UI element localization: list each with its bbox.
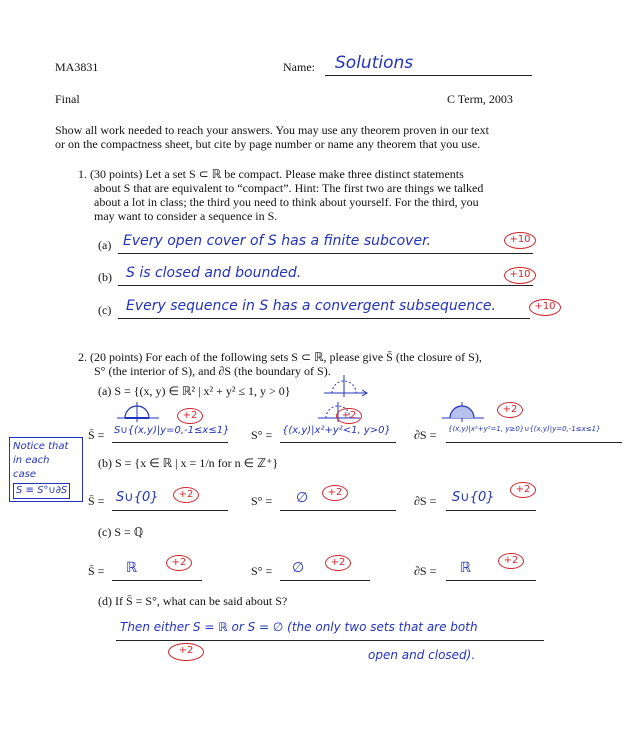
q2b-boundary-label: ∂S =	[414, 494, 437, 508]
q2a-interior-underline	[280, 442, 396, 443]
name-underline	[325, 75, 532, 76]
half-disk-sketch-prompt	[322, 373, 372, 399]
q2b-closure-answer: S∪{0}	[116, 490, 159, 505]
q1-line-2: about S that are equivalent to “compact”. Hint: The first two are things we talked	[94, 181, 484, 195]
name-value: Solutions	[335, 53, 414, 73]
q2d-prompt: (d) If S̄ = S°, what can be said about S?	[98, 594, 288, 608]
q2c-boundary-label: ∂S =	[414, 564, 437, 578]
q2a-closure-underline	[112, 442, 228, 443]
instructions-line-1: Show all work needed to reach your answers. You may use any theorem proven in our text	[55, 123, 489, 137]
q1-line-4: may want to consider a sequence in S.	[94, 209, 278, 223]
q1-line-3: about a lot in class; the third you need to think about yourself. For the third, you	[94, 195, 479, 209]
q2c-interior-score: +2	[325, 555, 351, 571]
side-note-line-2: in each	[13, 455, 50, 466]
q2b-prompt: (b) S = {x ∈ ℝ | x = 1/n for n ∈ ℤ⁺}	[98, 456, 279, 470]
q2a-closure-label: S̄ =	[88, 428, 105, 442]
q2c-closure-score: +2	[166, 555, 192, 571]
q2b-boundary-underline	[446, 510, 536, 511]
q2a-closure-answer: S∪{(x,y)|y=0,-1≤x≤1}	[114, 425, 230, 436]
q2c-boundary-answer: ℝ	[460, 560, 472, 576]
q1a-score: +10	[504, 232, 536, 249]
q2b-boundary-score: +2	[510, 482, 536, 498]
q1c-score: +10	[529, 299, 561, 316]
q2a-boundary-label: ∂S =	[414, 428, 437, 442]
name-label: Name:	[283, 60, 315, 74]
q2-line-2: S° (the interior of S), and ∂S (the boundary of S).	[94, 364, 331, 378]
q2a-boundary-score: +2	[497, 402, 523, 418]
course-code: MA3831	[55, 60, 99, 74]
q2a-boundary-underline	[446, 442, 622, 443]
q1c-label: (c)	[98, 303, 112, 317]
q2b-interior-label: S° =	[251, 494, 273, 508]
q2b-interior-answer: ∅	[296, 490, 309, 506]
q1b-underline	[118, 285, 533, 286]
side-note-line-1: Notice that	[13, 441, 69, 452]
side-note	[9, 437, 83, 502]
q2c-closure-label: S̄ =	[88, 564, 105, 578]
half-disk-sketch-closure	[115, 400, 161, 424]
q2a-interior-score: +2	[336, 408, 362, 424]
q2c-interior-label: S° =	[251, 564, 273, 578]
q2a-boundary-answer: {(x,y)|x²+y²=1, y≥0}∪{(x,y)|y=0,-1≤x≤1}	[448, 425, 601, 433]
q1b-score: +10	[504, 267, 536, 284]
q2b-interior-underline	[280, 510, 396, 511]
q2d-answer-line-2: open and closed).	[368, 648, 476, 662]
q2b-interior-score: +2	[322, 485, 348, 501]
q1b-label: (b)	[98, 270, 112, 284]
q2c-closure-answer: ℝ	[126, 560, 138, 576]
side-note-line-4: S̄ ≡ S°∪∂S	[13, 483, 70, 499]
q2c-interior-underline	[280, 580, 370, 581]
q2-line-1: 2. (20 points) For each of the following sets S ⊂ ℝ, please give S̄ (the closure of S),	[78, 350, 482, 364]
q2b-boundary-answer: S∪{0}	[452, 490, 495, 505]
q1a-label: (a)	[98, 238, 112, 252]
instructions-line-2: or on the compactness sheet, but cite by page number or name any theorem that you use.	[55, 137, 481, 151]
half-disk-sketch-boundary	[440, 400, 486, 424]
q2c-prompt: (c) S = ℚ	[98, 525, 144, 539]
q2a-prompt: (a) S = {(x, y) ∈ ℝ² | x² + y² ≤ 1, y > 0}	[98, 384, 291, 398]
q2a-interior-answer: {(x,y)|x²+y²<1, y>0}	[282, 425, 391, 436]
q2b-closure-score: +2	[173, 487, 199, 503]
q2d-answer-line-1: Then either S = ℝ or S = ∅ (the only two sets that are both	[120, 620, 478, 634]
exam-term: C Term, 2003	[447, 92, 513, 106]
q2c-boundary-score: +2	[498, 553, 524, 569]
q2c-closure-underline	[112, 580, 202, 581]
exam-title: Final	[55, 92, 80, 106]
q1a-answer: Every open cover of S has a finite subcover.	[123, 233, 431, 249]
q2b-closure-label: S̄ =	[88, 494, 105, 508]
q2c-interior-answer: ∅	[292, 560, 305, 576]
q2d-underline	[116, 640, 544, 641]
q1b-answer: S is closed and bounded.	[126, 265, 302, 281]
q2b-closure-underline	[112, 510, 228, 511]
q2d-score: +2	[168, 643, 204, 661]
q2c-boundary-underline	[446, 580, 536, 581]
q1c-answer: Every sequence in S has a convergent subsequence.	[126, 298, 496, 314]
q2a-closure-score: +2	[177, 408, 203, 424]
side-note-line-3: case	[13, 469, 36, 480]
q1a-underline	[118, 253, 533, 254]
q2a-interior-label: S° =	[251, 428, 273, 442]
q1c-underline	[118, 318, 530, 319]
q1-line-1: 1. (30 points) Let a set S ⊂ ℝ be compact. Please make three distinct statements	[78, 167, 464, 181]
